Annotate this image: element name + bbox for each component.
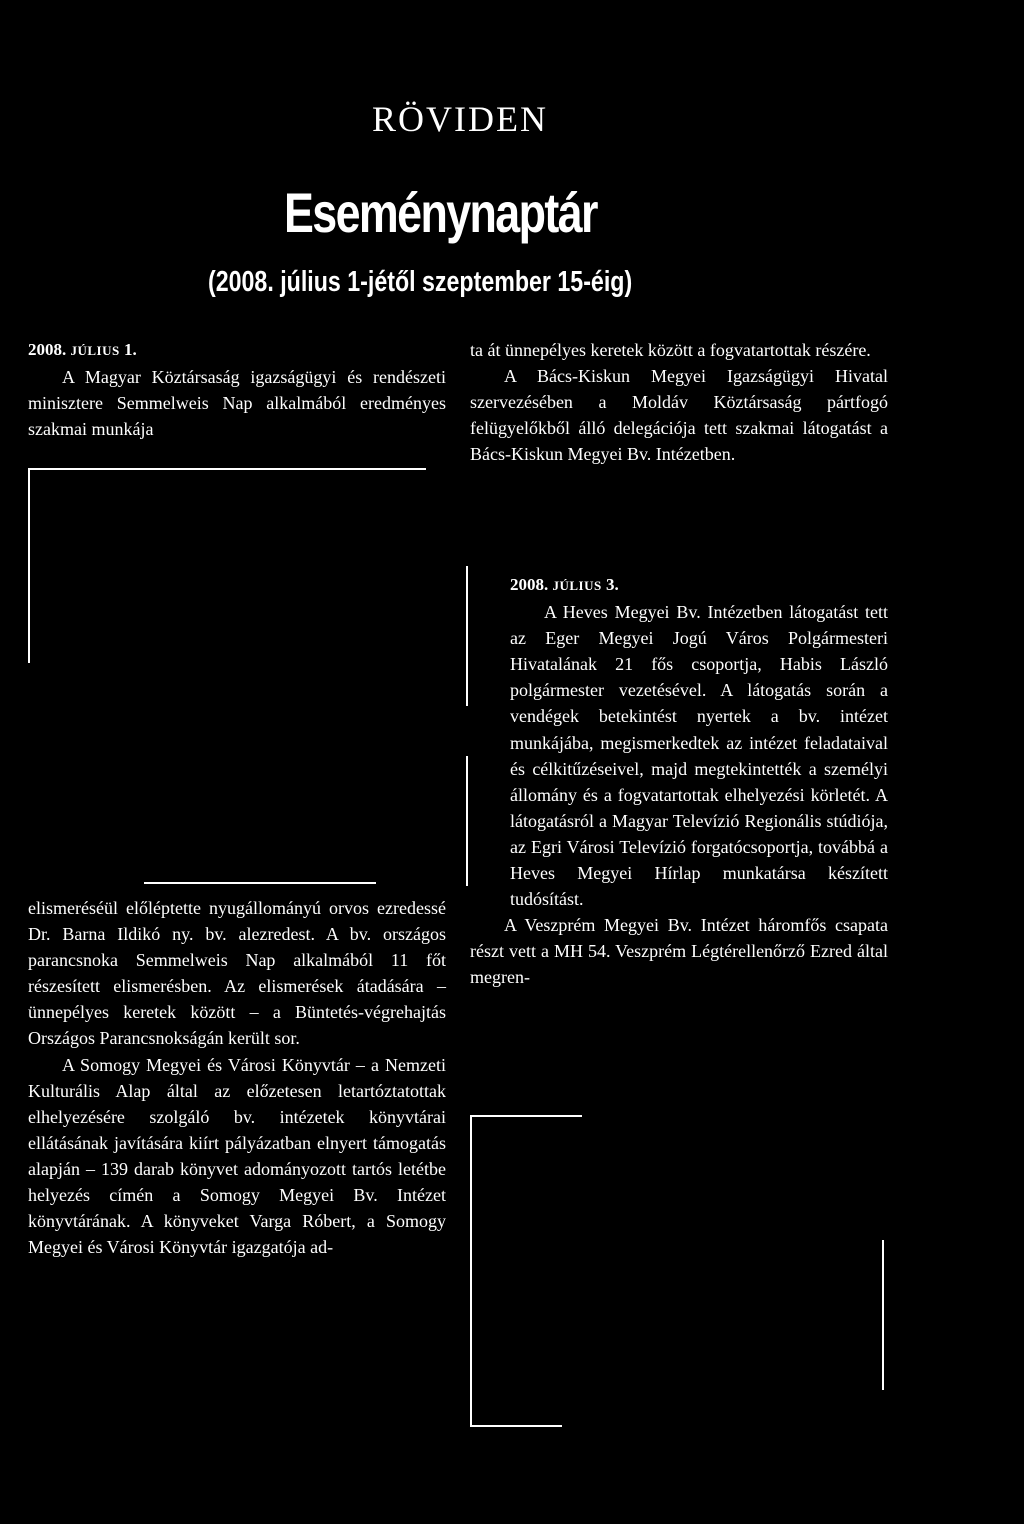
date-heading-july-3	[510, 572, 888, 599]
frame-line-left	[470, 1115, 472, 1427]
paragraph-library-donation: A Somogy Megyei és Városi Könyvtár – a Nemzeti Kulturális Alap által az előzetesen letartóztatottak elhelyezésére szolgáló bv. intézetek könyvtárai ellátásának javítására kiírt pályázatban elnyert támogatás alapján – 139 darab könyvet adományozott tartós letétbe helyezés címén a Somogy Megyei Bv. Intézet könyvtárának. A könyveket Varga Róbert, a Somogy Megyei és Városi Könyvtár igazgatója ad-	[28, 1054, 446, 1258]
date-day: 1.	[124, 340, 137, 359]
frame-line-left	[28, 468, 30, 663]
date-heading-july-1	[28, 337, 446, 364]
paragraph-minister-award-cont: elismeréséül előléptette nyugállományú orvos ezredessé Dr. Barna Ildikó ny. bv. alezredest. A bv. országos parancsnoka Semmelweis Nap alkalmából 11 főt részesített elismerésben. Az elismerések átadására – ünnepélyes keretek között – a Büntetés-végrehajtás Országos Parancsnokságán került sor.	[28, 898, 446, 1049]
vertical-rule-fragment	[466, 566, 468, 706]
photo-placeholder-left	[28, 468, 428, 888]
vertical-rule-fragment	[466, 756, 468, 886]
paragraph-minister-award: A Magyar Köztársaság igazságügyi és rendészeti minisztere Semmelweis Nap alkalmából eredményes szakmai munkája	[28, 367, 446, 440]
frame-line-top	[28, 468, 426, 470]
paragraph-veszprem-team: A Veszprém Megyei Bv. Intézet háromfős csapata részt vett a MH 54. Veszprém Légtérellenőrző Ezred által megren-	[470, 915, 888, 988]
date-year: 2008.	[510, 575, 549, 594]
paragraph-library-donation-cont: ta át ünnepélyes keretek között a fogvatartottak részére.	[470, 340, 871, 360]
date-month: JÚLIUS	[70, 343, 120, 358]
right-column-bottom	[470, 572, 888, 991]
frame-line-bottom	[470, 1425, 562, 1427]
paragraph-heves-visit: A Heves Megyei Bv. Intézetben látogatást tett az Eger Megyei Jogú Város Polgármesteri Hivatalának 21 fős csoportja, Habis László polgármester vezetésével. A látogatás során a vendégek betekintést nyertek a bv. intézet munkájába, megismerkedtek az intézet feladataival és célkitűzéseivel, majd megtekintették a személyi állomány és a fogvatartottak elhelyezési körletét. A látogatásról a Magyar Televízió Regionális stúdiója, az Egri Városi Televízió forgatócsoportja, továbbá a Heves Megyei Hírlap munkatársa készített tudósítást.	[510, 602, 888, 910]
date-month: JÚLIUS	[552, 578, 602, 593]
date-year: 2008.	[28, 340, 67, 359]
section-label: RÖVIDEN	[372, 99, 548, 139]
photo-placeholder-right	[470, 1115, 890, 1435]
paragraph-moldova-delegation: A Bács-Kiskun Megyei Igazságügyi Hivatal szervezésében a Moldáv Köztársaság pártfogó felügyelőkből álló delegációja tett szakmai látogatást a Bács-Kiskun Megyei Bv. Intézetben.	[470, 366, 888, 465]
page-subtitle: (2008. július 1-jétől szeptember 15-éig)	[208, 266, 633, 298]
frame-line-top	[470, 1115, 582, 1117]
left-column-top	[28, 337, 446, 442]
right-column-top	[470, 337, 888, 467]
left-column-bottom	[28, 895, 446, 1260]
page-title: Eseménynaptár	[284, 181, 597, 244]
date-day: 3.	[606, 575, 619, 594]
frame-line-right	[882, 1240, 884, 1390]
frame-line-bottom	[144, 882, 376, 884]
